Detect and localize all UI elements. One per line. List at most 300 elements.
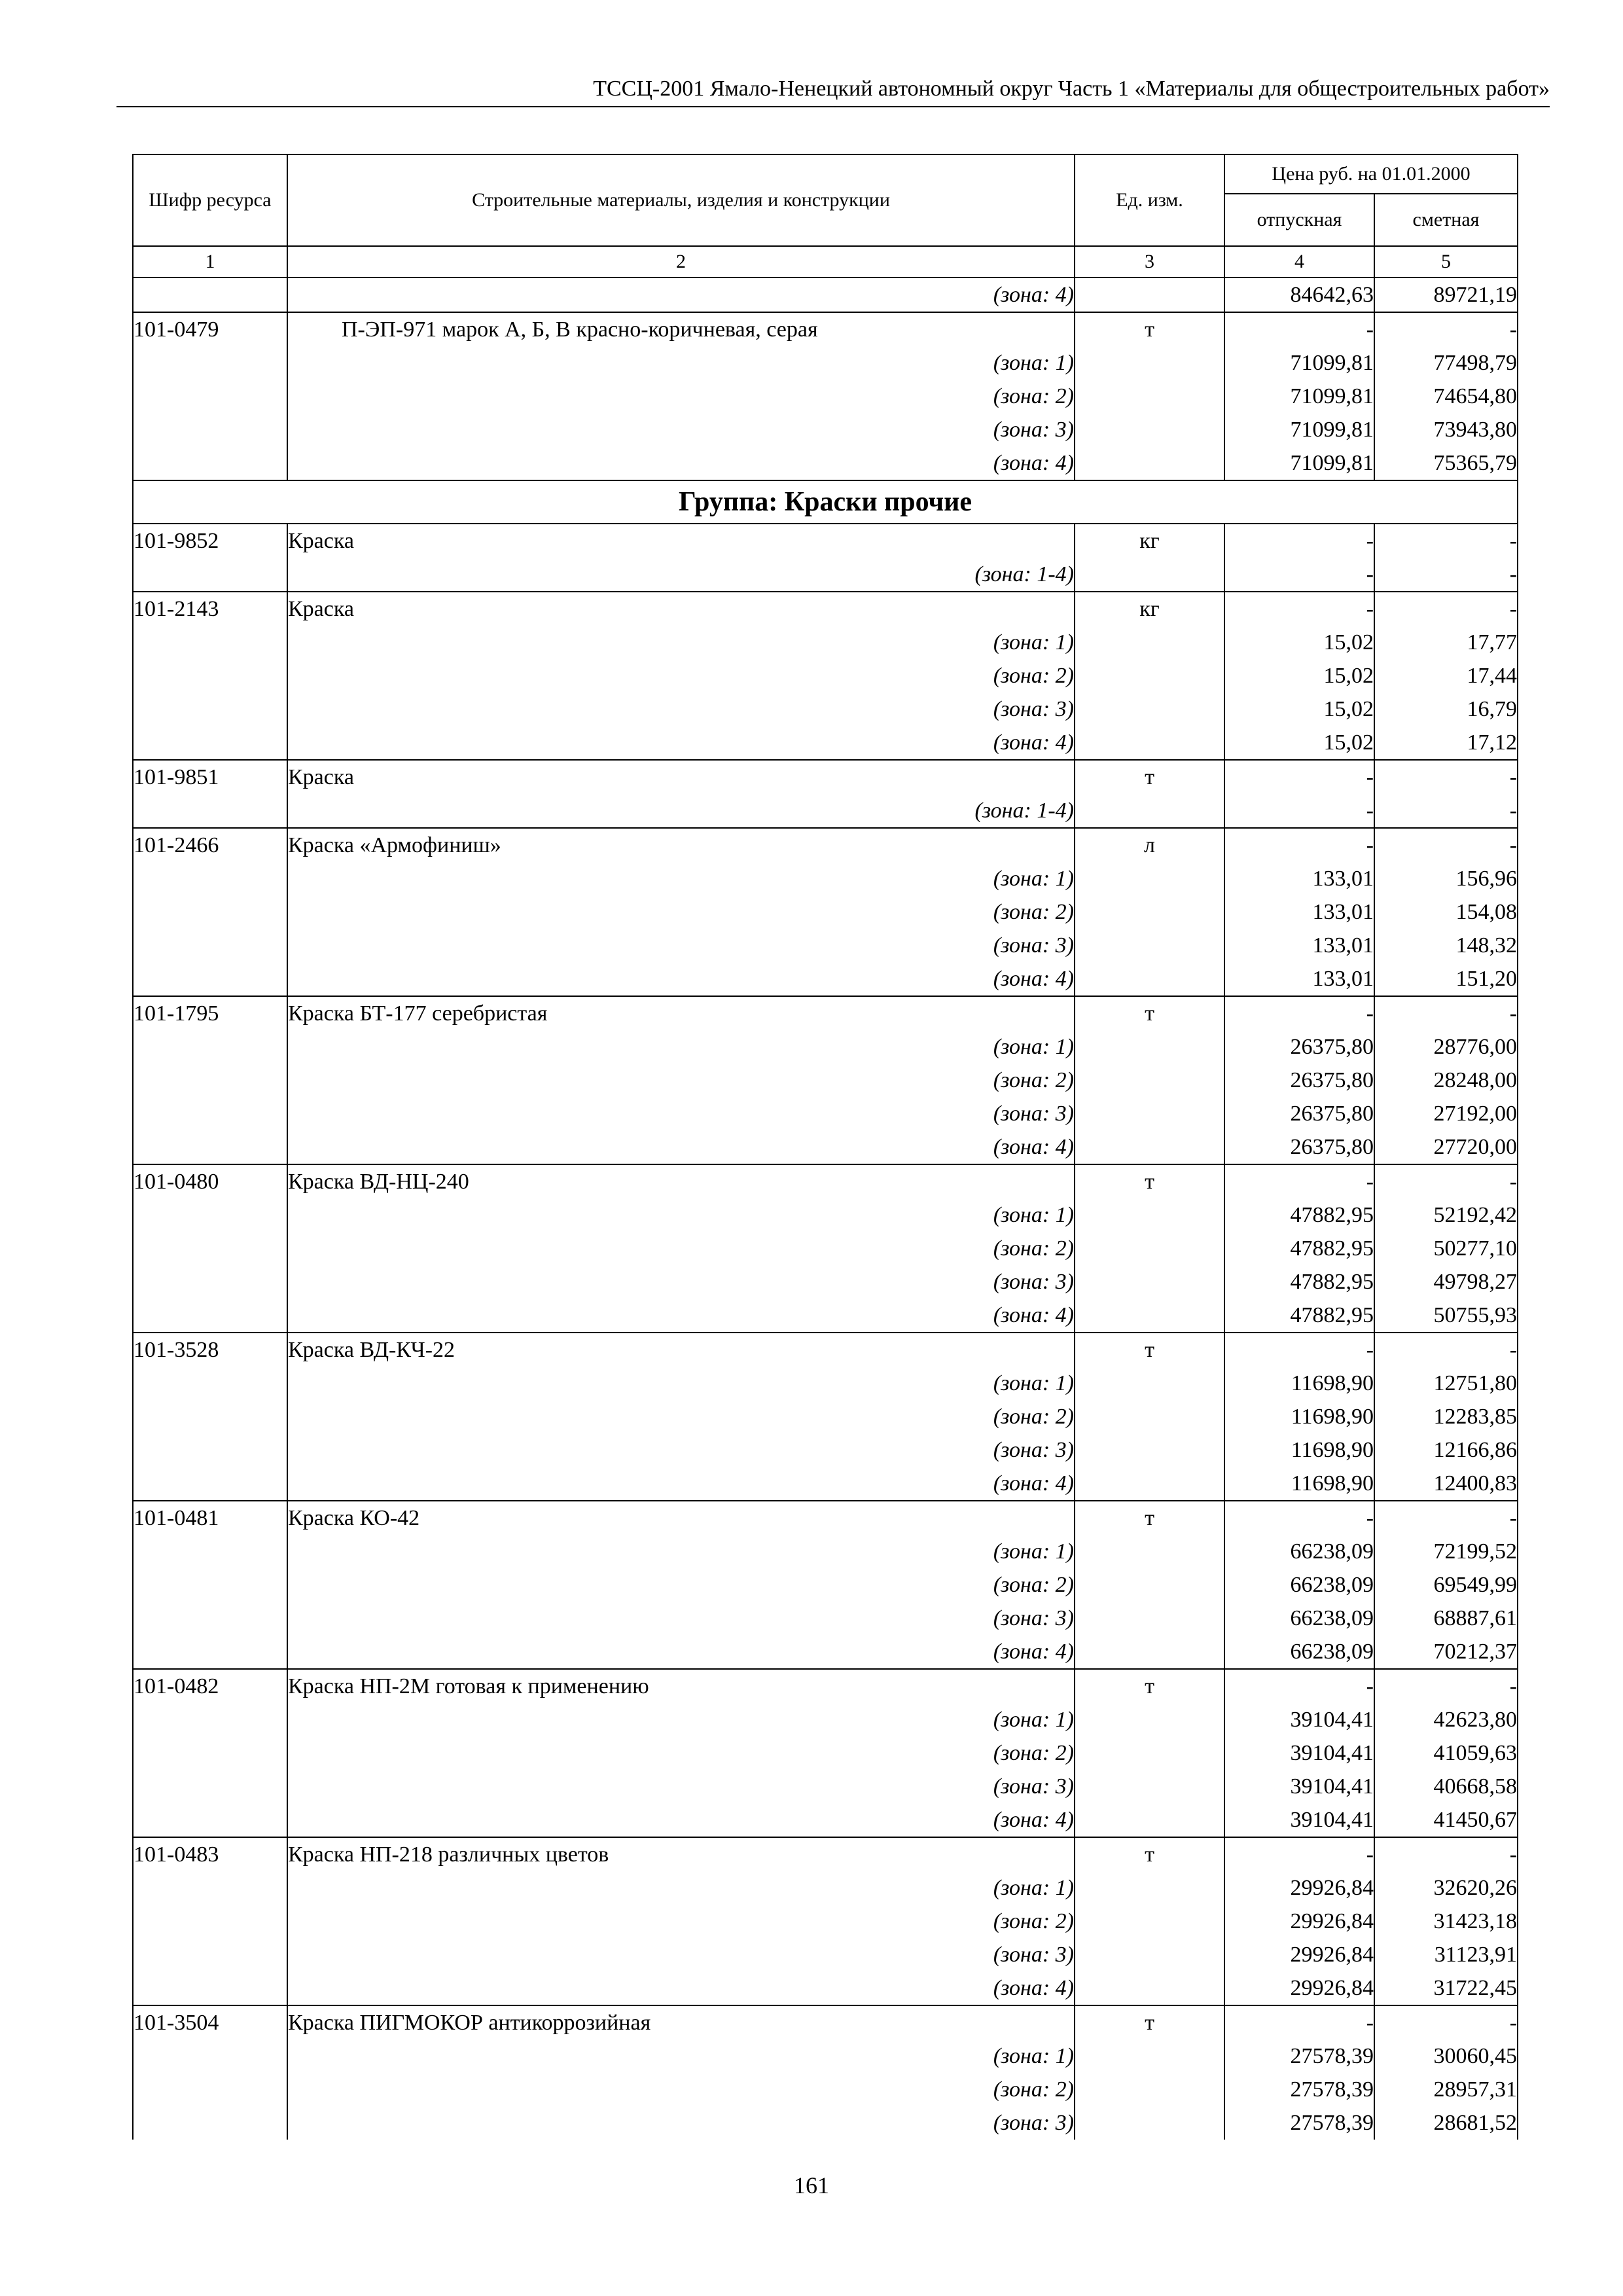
unit-of-measure: т	[1075, 1669, 1224, 1703]
estimate-price: 68887,61	[1374, 1602, 1518, 1635]
zone-row	[133, 413, 1518, 446]
column-header-name: Строительные материалы, изделия и конструкции	[287, 154, 1075, 246]
material-name: Краска ПИГМОКОР антикоррозийная	[287, 2005, 1075, 2039]
estimate-price: 31722,45	[1374, 1971, 1518, 2005]
price-table	[132, 154, 1518, 2140]
resource-code	[133, 895, 287, 929]
resource-code: 101-1795	[133, 996, 287, 1030]
estimate-price: 17,44	[1374, 659, 1518, 692]
resource-code	[133, 1736, 287, 1770]
material-name: Краска	[287, 592, 1075, 626]
unit-of-measure	[1075, 1703, 1224, 1736]
unit-of-measure: т	[1075, 760, 1224, 794]
estimate-price: 50277,10	[1374, 1232, 1518, 1265]
zone-label: (зона: 2)	[287, 1905, 1075, 1938]
resource-code	[133, 1602, 287, 1635]
unit-of-measure	[1075, 794, 1224, 828]
unit-of-measure	[1075, 1265, 1224, 1299]
zone-row	[133, 895, 1518, 929]
material-name: Краска «Армофиниш»	[287, 828, 1075, 862]
release-price: 66238,09	[1224, 1568, 1374, 1602]
unit-of-measure	[1075, 1367, 1224, 1400]
zone-label: (зона: 2)	[287, 895, 1075, 929]
release-price: 47882,95	[1224, 1265, 1374, 1299]
unit-of-measure	[1075, 1130, 1224, 1164]
unit-of-measure	[1075, 2073, 1224, 2106]
page-number: 161	[794, 2172, 829, 2198]
zone-row	[133, 1400, 1518, 1433]
zone-label: (зона: 1)	[287, 1535, 1075, 1568]
resource-code	[133, 1097, 287, 1130]
resource-code	[133, 2073, 287, 2106]
group-title: Группа: Краски прочие	[133, 480, 1518, 524]
resource-code	[133, 1703, 287, 1736]
column-number: 5	[1374, 246, 1518, 278]
release-price: 29926,84	[1224, 1971, 1374, 2005]
unit-of-measure	[1075, 1971, 1224, 2005]
release-price: 26375,80	[1224, 1064, 1374, 1097]
estimate-price: 69549,99	[1374, 1568, 1518, 1602]
zone-label: (зона: 1)	[287, 1367, 1075, 1400]
zone-label: (зона: 4)	[287, 1803, 1075, 1837]
unit-of-measure	[1075, 1568, 1224, 1602]
estimate-price: 16,79	[1374, 692, 1518, 726]
estimate-price: 148,32	[1374, 929, 1518, 962]
unit-of-measure	[1075, 1905, 1224, 1938]
estimate-price: 27720,00	[1374, 1130, 1518, 1164]
material-row	[133, 996, 1518, 1030]
estimate-price: 52192,42	[1374, 1198, 1518, 1232]
release-price: -	[1224, 1333, 1374, 1367]
table-body	[133, 278, 1518, 2140]
column-header-release-price: отпускная	[1224, 194, 1374, 246]
resource-code: 101-0479	[133, 312, 287, 346]
unit-of-measure	[1075, 380, 1224, 413]
zone-row	[133, 1602, 1518, 1635]
zone-label: (зона: 3)	[287, 1265, 1075, 1299]
zone-label: (зона: 3)	[287, 1770, 1075, 1803]
resource-code: 101-0482	[133, 1669, 287, 1703]
release-price: 66238,09	[1224, 1535, 1374, 1568]
unit-of-measure	[1075, 346, 1224, 380]
estimate-price: 154,08	[1374, 895, 1518, 929]
resource-code	[133, 1871, 287, 1905]
release-price: 11698,90	[1224, 1367, 1374, 1400]
estimate-price: 17,12	[1374, 726, 1518, 760]
zone-label: (зона: 1)	[287, 2039, 1075, 2073]
release-price: -	[1224, 828, 1374, 862]
resource-code	[133, 862, 287, 895]
estimate-price: 42623,80	[1374, 1703, 1518, 1736]
resource-code: 101-9852	[133, 524, 287, 558]
unit-of-measure	[1075, 862, 1224, 895]
estimate-price: 40668,58	[1374, 1770, 1518, 1803]
unit-of-measure	[1075, 1871, 1224, 1905]
zone-label: (зона: 1)	[287, 346, 1075, 380]
estimate-price: -	[1374, 1501, 1518, 1535]
resource-code	[133, 1064, 287, 1097]
material-name: Краска	[287, 760, 1075, 794]
zone-row	[133, 346, 1518, 380]
release-price: 29926,84	[1224, 1938, 1374, 1971]
zone-label: (зона: 1)	[287, 1703, 1075, 1736]
unit-of-measure	[1075, 278, 1224, 312]
resource-code: 101-9851	[133, 760, 287, 794]
zone-row	[133, 446, 1518, 480]
release-price: 11698,90	[1224, 1433, 1374, 1467]
estimate-price: 41450,67	[1374, 1803, 1518, 1837]
release-price: 29926,84	[1224, 1905, 1374, 1938]
material-name: Краска	[287, 524, 1075, 558]
release-price: -	[1224, 1837, 1374, 1871]
material-row	[133, 828, 1518, 862]
material-name: Краска ВД-НЦ-240	[287, 1164, 1075, 1198]
unit-of-measure: т	[1075, 2005, 1224, 2039]
zone-label: (зона: 1)	[287, 626, 1075, 659]
resource-code	[133, 1568, 287, 1602]
release-price: -	[1224, 592, 1374, 626]
estimate-price: 73943,80	[1374, 413, 1518, 446]
zone-row	[133, 1736, 1518, 1770]
unit-of-measure	[1075, 1198, 1224, 1232]
zone-row	[133, 1367, 1518, 1400]
zone-row	[133, 1467, 1518, 1501]
resource-code	[133, 1198, 287, 1232]
estimate-price: -	[1374, 794, 1518, 828]
zone-label: (зона: 4)	[287, 446, 1075, 480]
release-price: 84642,63	[1224, 278, 1374, 312]
estimate-price: 32620,26	[1374, 1871, 1518, 1905]
zone-label: (зона: 1-4)	[287, 794, 1075, 828]
release-price: 66238,09	[1224, 1635, 1374, 1669]
release-price: -	[1224, 794, 1374, 828]
zone-label: (зона: 3)	[287, 929, 1075, 962]
zone-row	[133, 1265, 1518, 1299]
unit-of-measure	[1075, 962, 1224, 996]
zone-label: (зона: 3)	[287, 1433, 1075, 1467]
resource-code: 101-0480	[133, 1164, 287, 1198]
release-price: 15,02	[1224, 659, 1374, 692]
resource-code	[133, 794, 287, 828]
unit-of-measure	[1075, 1736, 1224, 1770]
unit-of-measure: т	[1075, 312, 1224, 346]
estimate-price: 28957,31	[1374, 2073, 1518, 2106]
resource-code	[133, 346, 287, 380]
material-row	[133, 524, 1518, 558]
resource-code	[133, 626, 287, 659]
estimate-price: -	[1374, 1837, 1518, 1871]
estimate-price: 75365,79	[1374, 446, 1518, 480]
resource-code	[133, 726, 287, 760]
zone-row	[133, 1535, 1518, 1568]
release-price: 47882,95	[1224, 1232, 1374, 1265]
resource-code: 101-0481	[133, 1501, 287, 1535]
unit-of-measure	[1075, 692, 1224, 726]
zone-row	[133, 929, 1518, 962]
resource-code: 101-2143	[133, 592, 287, 626]
estimate-price: -	[1374, 760, 1518, 794]
unit-of-measure	[1075, 446, 1224, 480]
estimate-price: 28776,00	[1374, 1030, 1518, 1064]
resource-code	[133, 1467, 287, 1501]
resource-code: 101-3528	[133, 1333, 287, 1367]
unit-of-measure: кг	[1075, 524, 1224, 558]
resource-code	[133, 1535, 287, 1568]
zone-label: (зона: 1)	[287, 1030, 1075, 1064]
zone-row	[133, 726, 1518, 760]
resource-code	[133, 446, 287, 480]
unit-of-measure	[1075, 626, 1224, 659]
resource-code	[133, 962, 287, 996]
unit-of-measure: л	[1075, 828, 1224, 862]
zone-row	[133, 1064, 1518, 1097]
estimate-price: 77498,79	[1374, 346, 1518, 380]
material-row	[133, 1837, 1518, 1871]
release-price: 133,01	[1224, 962, 1374, 996]
zone-label: (зона: 3)	[287, 2106, 1075, 2140]
release-price: 15,02	[1224, 692, 1374, 726]
estimate-price: -	[1374, 1333, 1518, 1367]
unit-of-measure	[1075, 1535, 1224, 1568]
estimate-price: 31123,91	[1374, 1938, 1518, 1971]
resource-code	[133, 380, 287, 413]
zone-label: (зона: 4)	[287, 1971, 1075, 2005]
resource-code: 101-2466	[133, 828, 287, 862]
unit-of-measure: кг	[1075, 592, 1224, 626]
resource-code	[133, 413, 287, 446]
release-price: 26375,80	[1224, 1130, 1374, 1164]
resource-code	[133, 692, 287, 726]
unit-of-measure	[1075, 558, 1224, 592]
estimate-price: 49798,27	[1374, 1265, 1518, 1299]
column-header-price-group: Цена руб. на 01.01.2000	[1224, 154, 1518, 194]
material-name: Краска БТ-177 серебристая	[287, 996, 1075, 1030]
unit-of-measure	[1075, 1232, 1224, 1265]
zone-label: (зона: 4)	[287, 1130, 1075, 1164]
estimate-price: 151,20	[1374, 962, 1518, 996]
zone-label: (зона: 4)	[287, 962, 1075, 996]
zone-label: (зона: 2)	[287, 1400, 1075, 1433]
release-price: -	[1224, 2005, 1374, 2039]
zone-label: (зона: 2)	[287, 1064, 1075, 1097]
zone-label: (зона: 2)	[287, 1736, 1075, 1770]
release-price: 47882,95	[1224, 1198, 1374, 1232]
zone-row	[133, 1232, 1518, 1265]
estimate-price: 89721,19	[1374, 278, 1518, 312]
unit-of-measure	[1075, 1030, 1224, 1064]
estimate-price: -	[1374, 996, 1518, 1030]
estimate-price: 31423,18	[1374, 1905, 1518, 1938]
zone-label: (зона: 4)	[287, 1299, 1075, 1333]
unit-of-measure	[1075, 413, 1224, 446]
zone-row	[133, 862, 1518, 895]
zone-row	[133, 962, 1518, 996]
release-price: 39104,41	[1224, 1803, 1374, 1837]
unit-of-measure: т	[1075, 1501, 1224, 1535]
unit-of-measure	[1075, 2106, 1224, 2140]
unit-of-measure	[1075, 1064, 1224, 1097]
release-price: -	[1224, 760, 1374, 794]
unit-of-measure	[1075, 1635, 1224, 1669]
estimate-price: 41059,63	[1374, 1736, 1518, 1770]
release-price: 71099,81	[1224, 446, 1374, 480]
resource-code	[133, 1938, 287, 1971]
release-price: 27578,39	[1224, 2073, 1374, 2106]
resource-code	[133, 1232, 287, 1265]
zone-label: (зона: 3)	[287, 1097, 1075, 1130]
unit-of-measure	[1075, 895, 1224, 929]
resource-code	[133, 1770, 287, 1803]
zone-row	[133, 1299, 1518, 1333]
release-price: 27578,39	[1224, 2039, 1374, 2073]
column-number: 2	[287, 246, 1075, 278]
column-number: 1	[133, 246, 287, 278]
zone-label: (зона: 4)	[287, 1467, 1075, 1501]
zone-label: (зона: 3)	[287, 692, 1075, 726]
zone-row	[133, 2073, 1518, 2106]
column-header-estimate-price: сметная	[1374, 194, 1518, 246]
estimate-price: 12283,85	[1374, 1400, 1518, 1433]
zone-row	[133, 1770, 1518, 1803]
zone-label: (зона: 2)	[287, 1232, 1075, 1265]
material-name: Краска НП-218 различных цветов	[287, 1837, 1075, 1871]
zone-row	[133, 1030, 1518, 1064]
release-price: -	[1224, 1501, 1374, 1535]
zone-row	[133, 794, 1518, 828]
unit-of-measure	[1075, 2039, 1224, 2073]
zone-row	[133, 1635, 1518, 1669]
release-price: 26375,80	[1224, 1030, 1374, 1064]
unit-of-measure	[1075, 1097, 1224, 1130]
zone-row	[133, 558, 1518, 592]
unit-of-measure	[1075, 1938, 1224, 1971]
estimate-price: 28681,52	[1374, 2106, 1518, 2140]
estimate-price: 12751,80	[1374, 1367, 1518, 1400]
estimate-price: 74654,80	[1374, 380, 1518, 413]
material-row	[133, 760, 1518, 794]
release-price: 27578,39	[1224, 2106, 1374, 2140]
zone-label: (зона: 1-4)	[287, 558, 1075, 592]
release-price: 71099,81	[1224, 413, 1374, 446]
page-header: ТССЦ-2001 Ямало-Ненецкий автономный округ Часть 1 «Материалы для общестроительных работ»	[116, 73, 1550, 107]
resource-code	[133, 1971, 287, 2005]
zone-label: (зона: 2)	[287, 659, 1075, 692]
estimate-price: 27192,00	[1374, 1097, 1518, 1130]
release-price: 133,01	[1224, 929, 1374, 962]
release-price: 26375,80	[1224, 1097, 1374, 1130]
zone-row	[133, 1568, 1518, 1602]
zone-row	[133, 659, 1518, 692]
material-row	[133, 592, 1518, 626]
zone-row	[133, 1938, 1518, 1971]
release-price: 133,01	[1224, 862, 1374, 895]
release-price: -	[1224, 558, 1374, 592]
resource-code	[133, 1367, 287, 1400]
material-name: Краска ВД-КЧ-22	[287, 1333, 1075, 1367]
zone-row	[133, 1433, 1518, 1467]
zone-label: (зона: 3)	[287, 1602, 1075, 1635]
unit-of-measure	[1075, 929, 1224, 962]
unit-of-measure	[1075, 1602, 1224, 1635]
unit-of-measure: т	[1075, 1333, 1224, 1367]
resource-code	[133, 1433, 287, 1467]
unit-of-measure	[1075, 659, 1224, 692]
zone-label: (зона: 4)	[287, 278, 1075, 312]
release-price: 71099,81	[1224, 346, 1374, 380]
resource-code	[133, 1030, 287, 1064]
estimate-price: -	[1374, 828, 1518, 862]
zone-label: (зона: 1)	[287, 862, 1075, 895]
zone-label: (зона: 1)	[287, 1198, 1075, 1232]
material-row	[133, 2005, 1518, 2039]
zone-row	[133, 278, 1518, 312]
unit-of-measure	[1075, 1299, 1224, 1333]
material-row	[133, 312, 1518, 346]
resource-code	[133, 2039, 287, 2073]
resource-code: 101-3504	[133, 2005, 287, 2039]
resource-code: 101-0483	[133, 1837, 287, 1871]
zone-row	[133, 1905, 1518, 1938]
estimate-price: 72199,52	[1374, 1535, 1518, 1568]
release-price: -	[1224, 1164, 1374, 1198]
resource-code	[133, 1265, 287, 1299]
release-price: 15,02	[1224, 626, 1374, 659]
zone-row	[133, 626, 1518, 659]
material-row	[133, 1501, 1518, 1535]
estimate-price: -	[1374, 312, 1518, 346]
unit-of-measure: т	[1075, 996, 1224, 1030]
group-header-row	[133, 480, 1518, 524]
estimate-price: 12166,86	[1374, 1433, 1518, 1467]
material-row	[133, 1333, 1518, 1367]
estimate-price: -	[1374, 558, 1518, 592]
zone-label: (зона: 3)	[287, 1938, 1075, 1971]
release-price: 66238,09	[1224, 1602, 1374, 1635]
estimate-price: 17,77	[1374, 626, 1518, 659]
zone-row	[133, 1703, 1518, 1736]
release-price: -	[1224, 1669, 1374, 1703]
unit-of-measure	[1075, 726, 1224, 760]
zone-label: (зона: 1)	[287, 1871, 1075, 1905]
estimate-price: 50755,93	[1374, 1299, 1518, 1333]
resource-code	[133, 1299, 287, 1333]
unit-of-measure	[1075, 1803, 1224, 1837]
material-row	[133, 1164, 1518, 1198]
release-price: 71099,81	[1224, 380, 1374, 413]
estimate-price: 30060,45	[1374, 2039, 1518, 2073]
resource-code	[133, 2106, 287, 2140]
zone-row	[133, 1803, 1518, 1837]
material-name: Краска КО-42	[287, 1501, 1075, 1535]
zone-row	[133, 1871, 1518, 1905]
estimate-price: 28248,00	[1374, 1064, 1518, 1097]
estimate-price: 70212,37	[1374, 1635, 1518, 1669]
zone-row	[133, 692, 1518, 726]
zone-row	[133, 1971, 1518, 2005]
column-header-code: Шифр ресурса	[133, 154, 287, 246]
unit-of-measure	[1075, 1433, 1224, 1467]
release-price: 29926,84	[1224, 1871, 1374, 1905]
column-header-unit: Ед. изм.	[1075, 154, 1224, 246]
unit-of-measure	[1075, 1400, 1224, 1433]
zone-row	[133, 1097, 1518, 1130]
release-price: 47882,95	[1224, 1299, 1374, 1333]
resource-code	[133, 1130, 287, 1164]
release-price: 11698,90	[1224, 1400, 1374, 1433]
column-number-row	[133, 246, 1518, 278]
zone-label: (зона: 4)	[287, 726, 1075, 760]
release-price: -	[1224, 524, 1374, 558]
